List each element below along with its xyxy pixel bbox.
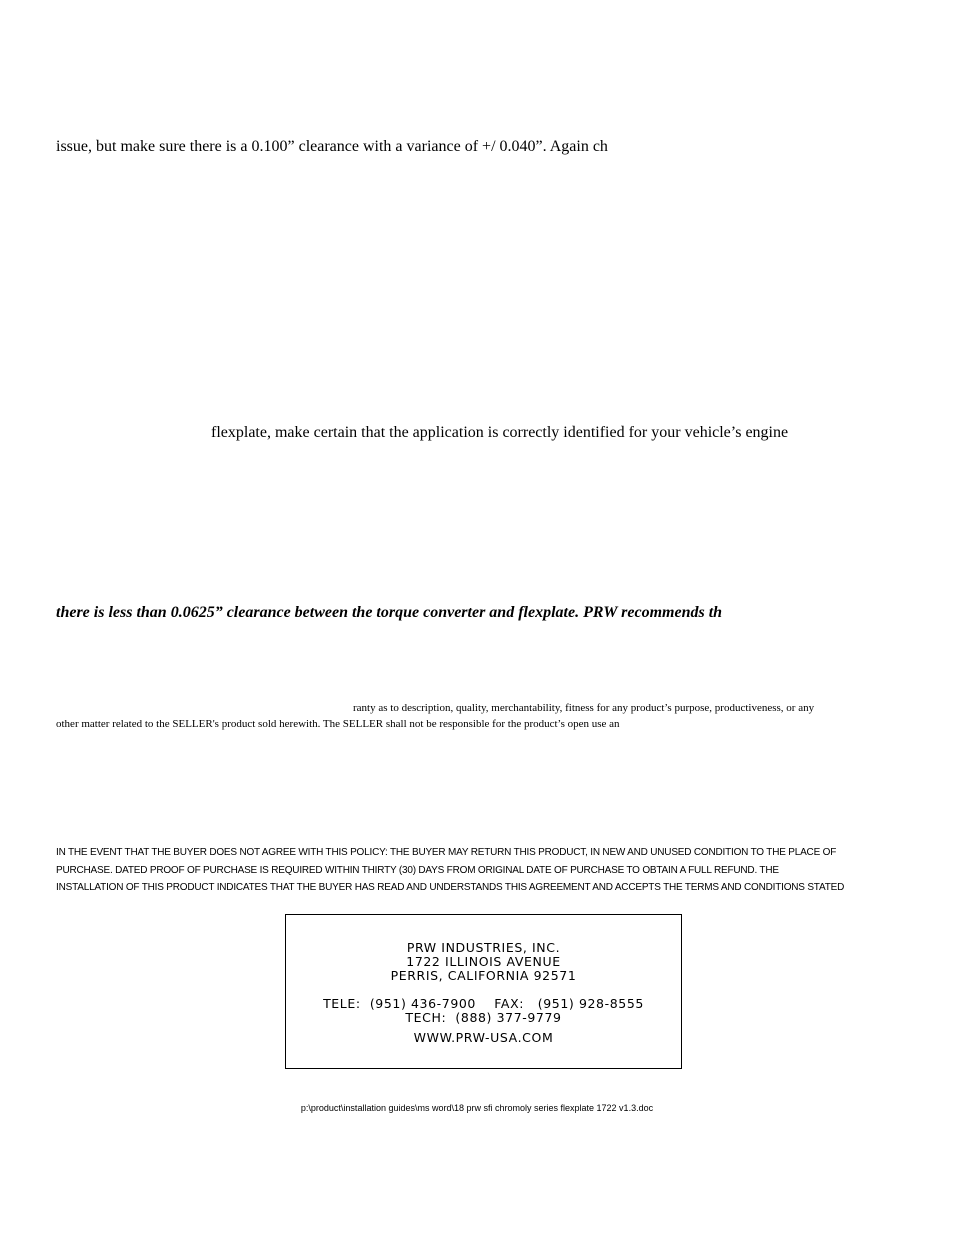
company-name: PRW INDUSTRIES, INC. (406, 940, 561, 955)
warranty-text-line-1: ranty as to description, quality, merchantability, fitness for any product’s purpose, productiveness, or any (353, 702, 815, 714)
return-policy-line-3: INSTALLATION OF THIS PRODUCT INDICATES THAT THE BUYER HAS READ AND UNDERSTANDS THIS AGREEMENT AND ACCEPTS THE TERMS AND CONDITIONS STATED (56, 882, 845, 893)
company-city: PERRIS, CALIFORNIA 92571 (390, 968, 577, 983)
return-policy-line-2: PURCHASE. DATED PROOF OF PURCHASE IS REQUIRED WITHIN THIRTY (30) DAYS FROM ORIGINAL DATE OF PURCHASE TO OBTAIN A FULL REFUND. THE (56, 865, 779, 876)
company-street: 1722 ILLINOIS AVENUE (406, 954, 561, 969)
company-website: WWW.PRW-USA.COM (413, 1030, 554, 1045)
spacer (286, 983, 681, 997)
company-address-box (285, 914, 682, 1069)
application-paragraph-line: flexplate, make certain that the application is correctly identified for your vehicle’s engine (211, 424, 789, 441)
clearance-paragraph-line: issue, but make sure there is a 0.100” clearance with a variance of +/ 0.040”. Again ch (56, 138, 608, 155)
return-policy-line-1: IN THE EVENT THAT THE BUYER DOES NOT AGREE WITH THIS POLICY: THE BUYER MAY RETURN THIS PRODUCT, IN NEW AND UNUSED CONDITION TO THE PLACE OF (56, 847, 837, 858)
document-file-path: p:\product\installation guides\ms word\18 prw sfi chromoly series flexplate 1722 v1.3.doc (300, 1103, 654, 1113)
warranty-text-line-2: other matter related to the SELLER's product sold herewith. The SELLER shall not be responsible for the product’s open use an (56, 718, 620, 730)
company-tech-phone: TECH: (888) 377-9779 (405, 1010, 562, 1025)
company-phone-fax: TELE: (951) 436-7900 FAX: (951) 928-8555 (323, 996, 644, 1011)
warning-paragraph-line: there is less than 0.0625” clearance between the torque converter and flexplate. PRW recommends th (56, 604, 723, 621)
